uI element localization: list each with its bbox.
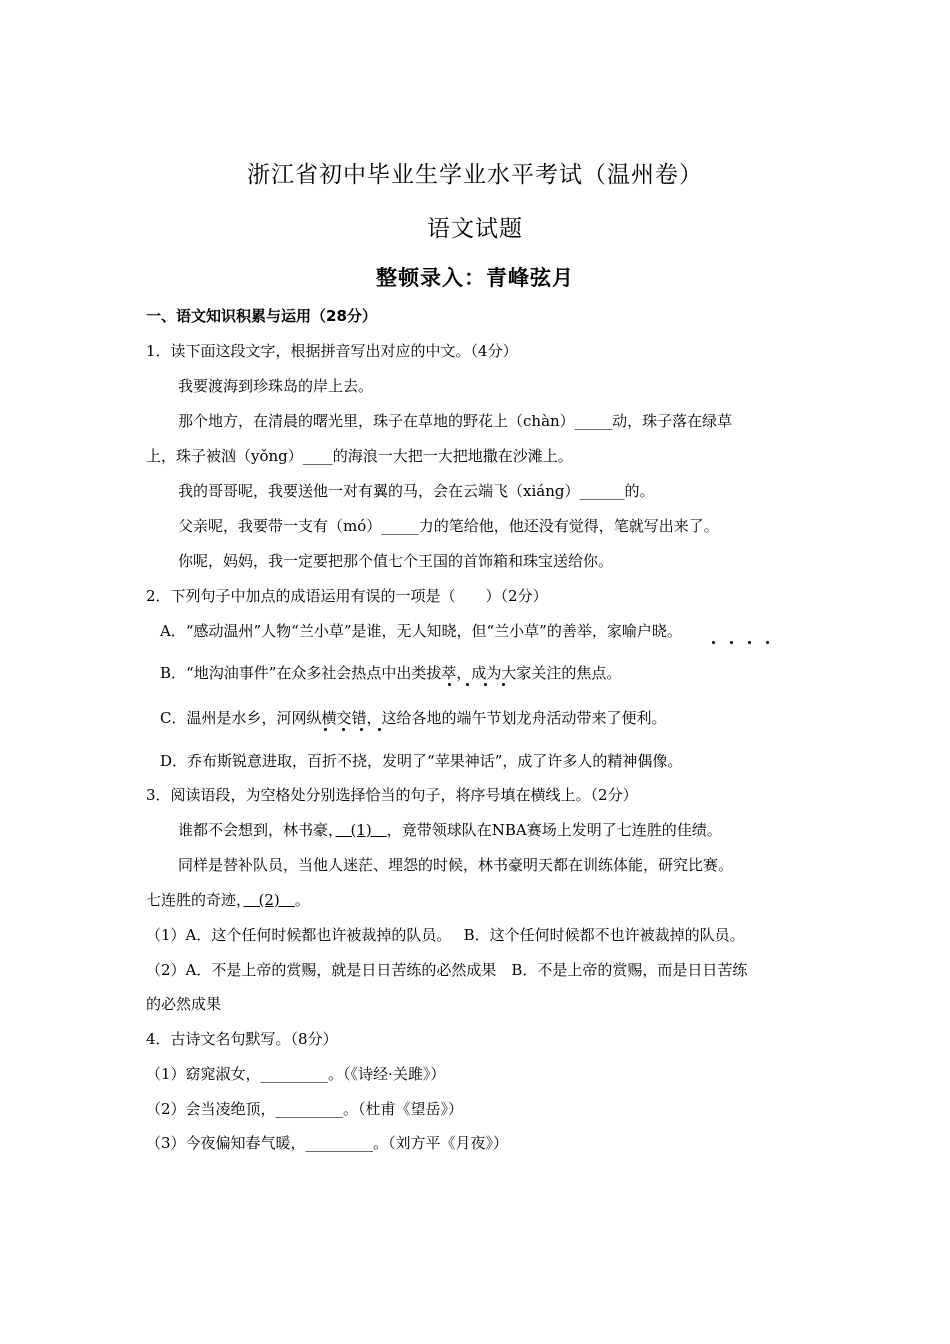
- q4-line: （1）窈窕淑女，_________。（《诗经·关雎》）: [146, 1065, 446, 1083]
- q1-paragraph: 那个地方，在清晨的曙光里，珠子在草地的野花上（chàn）_____动，珠子落在绿草: [178, 412, 733, 430]
- emphasis-dots: [440, 683, 512, 689]
- answer-blank-1[interactable]: (1): [335, 821, 387, 839]
- q4-stem: 4．古诗文名句默写。（8分）: [146, 1030, 338, 1048]
- q2-option-b: B．“地沟油事件”在众多社会热点中出类拔萃，成为大家关注的焦点。: [160, 664, 622, 682]
- q2-option-c: C．温州是水乡，河网纵横交错，这给各地的端午节划龙舟活动带来了便利。: [160, 709, 667, 727]
- q3-option-2: （2）A．不是上帝的赏赐，就是日日苦练的必然成果 B．不是上帝的赏赐，而是日日苦练: [146, 961, 748, 979]
- q1-paragraph: 你呢，妈妈，我一定要把那个值七个王国的首饰箱和珠宝送给你。: [178, 552, 614, 570]
- q2-stem: 2．下列句子中加点的成语运用有误的一项是（ ）（2分）: [146, 587, 548, 605]
- q1-paragraph: 上，珠子被汹（yǒng）____的海浪一大把一大把地撒在沙滩上。: [146, 447, 573, 465]
- credit-line: 整顿录入：青峰弦月: [376, 266, 574, 290]
- q3-paragraph: 同样是替补队员，当他人迷茫、埋怨的时候，林书豪明天都在训练体能，研究比赛。: [178, 856, 734, 874]
- exam-subtitle: 语文试题: [427, 216, 523, 242]
- q3-paragraph: 谁都不会想到，林书豪， (1) ，竟带领球队在NBA赛场上发明了七连胜的佳绩。: [178, 821, 722, 839]
- q3-option-1: （1）A．这个任何时候都也许被裁掉的队员。 B．这个任何时候都不也许被裁掉的队员。: [146, 926, 745, 944]
- q2-option-a: A．“感动温州”人物“兰小草”是谁，无人知晓，但“兰小草”的善举，家喻户晓。: [160, 622, 682, 640]
- q3-paragraph: 七连胜的奇迹， (2) 。: [146, 891, 310, 909]
- exam-title: 浙江省初中毕业生学业水平考试（温州卷）: [247, 162, 703, 188]
- answer-blank-2[interactable]: (2): [243, 891, 295, 909]
- q3-option-2-cont: 的必然成果: [146, 995, 222, 1013]
- q1-paragraph: 父亲呢，我要带一支有（mó）_____力的笔给他，他还没有觉得，笔就写出来了。: [178, 517, 719, 535]
- q1-stem: 1．读下面这段文字，根据拼音写出对应的中文。（4分）: [146, 342, 518, 360]
- q3-stem: 3．阅读语段，为空格处分别选择恰当的句子，将序号填在横线上。（2分）: [146, 786, 638, 804]
- q4-line: （3）今夜偏知春气暖，_________。（刘方平《月夜》）: [146, 1134, 509, 1152]
- emphasis-dots: [704, 641, 776, 647]
- q1-paragraph: 我要渡海到珍珠岛的岸上去。: [178, 377, 374, 395]
- q2-option-d: D．乔布斯锐意进取，百折不挠，发明了“苹果神话”，成了许多人的精神偶像。: [160, 752, 683, 770]
- q1-paragraph: 我的哥哥呢，我要送他一对有翼的马，会在云端飞（xiáng）______的。: [178, 482, 655, 500]
- section-heading: 一、语文知识积累与运用（28分）: [146, 307, 377, 325]
- q4-line: （2）会当凌绝顶，_________。（杜甫《望岳》）: [146, 1100, 464, 1118]
- emphasis-dots: [316, 728, 388, 734]
